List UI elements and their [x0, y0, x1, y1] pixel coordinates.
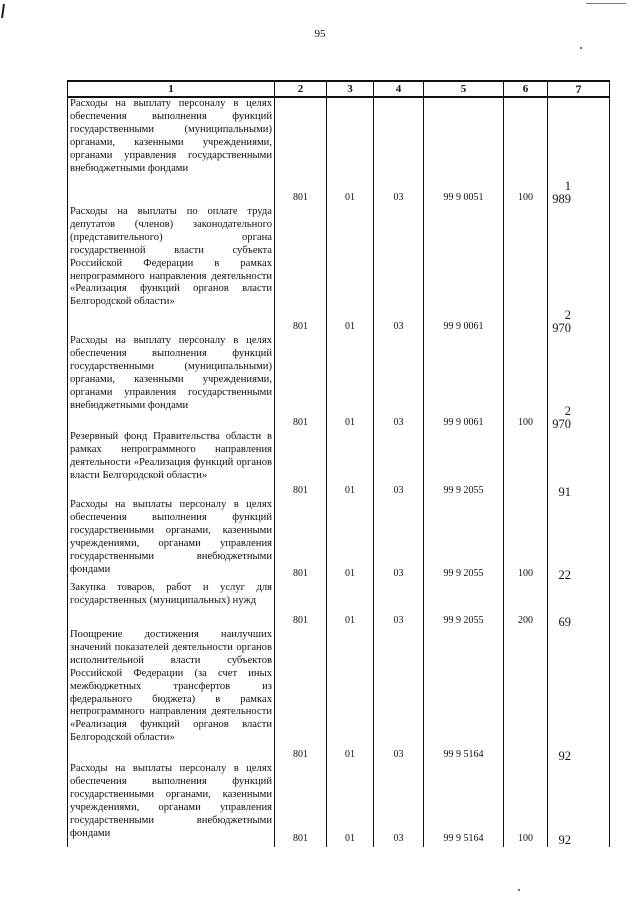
row-code: 801	[275, 763, 327, 847]
scan-edge-mark	[1, 4, 5, 18]
row-subsection: 03	[374, 582, 424, 629]
row-section: 01	[327, 206, 374, 335]
row-expense-type	[504, 206, 548, 335]
scan-speck	[580, 47, 582, 49]
scan-edge-line	[586, 3, 626, 4]
table-header-row	[68, 81, 610, 97]
row-code: 801	[275, 499, 327, 582]
row-description: Расходы на выплаты персоналу в целях обеспечения выполнения функций государственными органами, казенными учреждениями, органами управления государственными внебюджетными фондами	[68, 499, 275, 582]
row-amount: 92	[548, 763, 610, 847]
row-subsection: 03	[374, 499, 424, 582]
row-description: Расходы на выплату персоналу в целях обеспечения выполнения функций государственными (муниципальными) органами, казенными учреждениями, органами управления государственными внебюджетными фондами	[68, 335, 275, 431]
table-row	[68, 499, 610, 582]
row-section: 01	[327, 431, 374, 499]
table-row	[68, 763, 610, 847]
row-amount: 91	[548, 431, 610, 499]
row-expense-type: 100	[504, 97, 548, 206]
row-expense-type: 100	[504, 335, 548, 431]
row-section: 01	[327, 335, 374, 431]
row-amount: 22	[548, 499, 610, 582]
row-code: 801	[275, 206, 327, 335]
row-subsection: 03	[374, 335, 424, 431]
row-amount: 69	[548, 582, 610, 629]
row-subsection: 03	[374, 431, 424, 499]
row-description: Резервный фонд Правительства области в рамках непрограммного направления деятельности «Реализация функций органов власти Белгородской области»	[68, 431, 275, 499]
column-header: 6	[504, 81, 548, 97]
row-description: Расходы на выплаты персоналу в целях обеспечения выполнения функций государственными органами, казенными учреждениями, органами управления государственными внебюджетными фондами	[68, 763, 275, 847]
row-subsection: 03	[374, 763, 424, 847]
column-header: 7	[548, 81, 610, 97]
row-section: 01	[327, 499, 374, 582]
row-expense-type: 200	[504, 582, 548, 629]
table-row	[68, 629, 610, 763]
table-row	[68, 431, 610, 499]
row-subsection: 03	[374, 629, 424, 763]
row-amount: 2 970	[548, 335, 610, 431]
row-amount: 2 970	[548, 206, 610, 335]
row-code: 801	[275, 431, 327, 499]
row-target-code: 99 9 0051	[424, 97, 504, 206]
row-target-code: 99 9 5164	[424, 629, 504, 763]
row-target-code: 99 9 2055	[424, 582, 504, 629]
page-number: 95	[314, 28, 326, 40]
column-header: 5	[424, 81, 504, 97]
row-description: Расходы на выплату персоналу в целях обеспечения выполнения функций государственными (муниципальными) органами, казенными учреждениями, органами управления государственными внебюджетными фондами	[68, 97, 275, 206]
row-expense-type: 100	[504, 499, 548, 582]
row-description: Расходы на выплаты по оплате труда депутатов (членов) законодательного (представительного) органа государственной власти субъекта Российской Федерации в рамках непрограммного направления деятельности «Реализация функций органов власти Белгородской области»	[68, 206, 275, 335]
row-code: 801	[275, 582, 327, 629]
row-target-code: 99 9 0061	[424, 335, 504, 431]
row-section: 01	[327, 582, 374, 629]
row-code: 801	[275, 629, 327, 763]
row-target-code: 99 9 0061	[424, 206, 504, 335]
row-subsection: 03	[374, 206, 424, 335]
column-header: 4	[374, 81, 424, 97]
row-expense-type	[504, 431, 548, 499]
row-code: 801	[275, 335, 327, 431]
row-description: Закупка товаров, работ и услуг для государственных (муниципальных) нужд	[68, 582, 275, 629]
row-expense-type	[504, 629, 548, 763]
row-amount: 1 989	[548, 97, 610, 206]
column-header: 1	[68, 81, 275, 97]
table-row	[68, 582, 610, 629]
row-subsection: 03	[374, 97, 424, 206]
row-section: 01	[327, 97, 374, 206]
row-expense-type: 100	[504, 763, 548, 847]
row-description: Поощрение достижения наилучших значений показателей деятельности органов исполнительной власти субъектов Российской Федерации (за счет иных межбюджетных трансфертов из федерального бюджета) в рамках непрограммного направления деятельности «Реализация функций органов власти Белгородской области»	[68, 629, 275, 763]
table-row	[68, 335, 610, 431]
row-code: 801	[275, 97, 327, 206]
row-target-code: 99 9 2055	[424, 499, 504, 582]
table-row	[68, 206, 610, 335]
column-header: 3	[327, 81, 374, 97]
row-amount: 92	[548, 629, 610, 763]
column-header: 2	[275, 81, 327, 97]
row-section: 01	[327, 763, 374, 847]
row-target-code: 99 9 2055	[424, 431, 504, 499]
scan-speck	[518, 889, 520, 891]
row-target-code: 99 9 5164	[424, 763, 504, 847]
budget-table	[67, 80, 610, 847]
row-section: 01	[327, 629, 374, 763]
table-row	[68, 97, 610, 206]
